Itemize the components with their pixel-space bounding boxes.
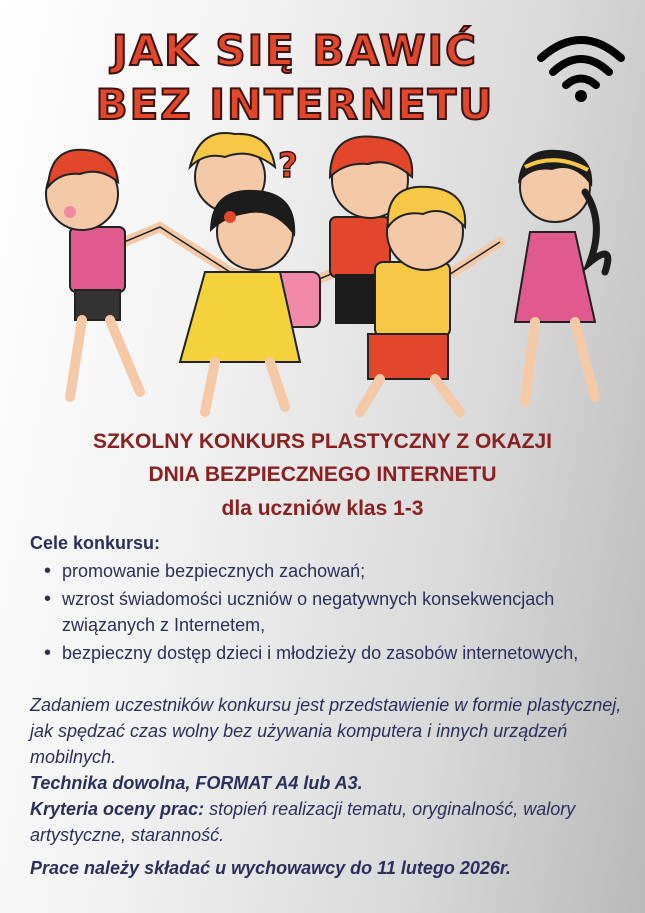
poster-title-line2: BEZ INTERNETU xyxy=(95,80,495,129)
contest-heading-line1: SZKOLNY KONKURS PLASTYCZNY Z OKAZJI xyxy=(93,430,552,453)
children-dancing-illustration xyxy=(30,122,620,422)
contest-heading-line2: DNIA BEZPIECZNEGO INTERNETU xyxy=(148,463,497,486)
goal-item: • wzrost świadomości uczniów o negatywnych konsekwencjach związanych z Internetem, xyxy=(36,586,636,638)
poster-title-line1: JAK SIĘ BAWIĆ xyxy=(112,26,478,75)
technique-info: Technika dowolna, FORMAT A4 lub A3. xyxy=(30,773,363,793)
wifi-icon xyxy=(535,28,627,103)
criteria-text: stopień realizacji tematu, oryginalność, walory artystyczne, staranność. xyxy=(30,799,576,845)
goal-item: • bezpieczny dostęp dzieci i młodzieży do zasobów internetowych, xyxy=(36,640,636,666)
deadline-info: Prace należy składać u wychowawcy do 11 lutego 2026r. xyxy=(30,858,511,878)
kid-black-hair-yellow-dress xyxy=(180,190,300,412)
goals-title: Cele konkursu: xyxy=(30,533,161,553)
task-description: Zadaniem uczestników konkursu jest przedstawienie w formie plastycznej, jak spędzać czas wolny bez używania komputera i innych urządzeń mobilnych. xyxy=(30,695,622,767)
contest-heading-line3: dla uczniów klas 1-3 xyxy=(221,497,424,520)
kid-pink-shirt xyxy=(46,150,140,397)
criteria-info xyxy=(30,796,630,848)
criteria-label: Kryteria oceny prac: xyxy=(30,799,205,819)
goals-list xyxy=(36,558,636,668)
question-mark: ? xyxy=(278,146,298,186)
kid-pink-dress xyxy=(515,150,608,402)
goal-item: • promowanie bezpiecznych zachowań; xyxy=(36,558,636,584)
